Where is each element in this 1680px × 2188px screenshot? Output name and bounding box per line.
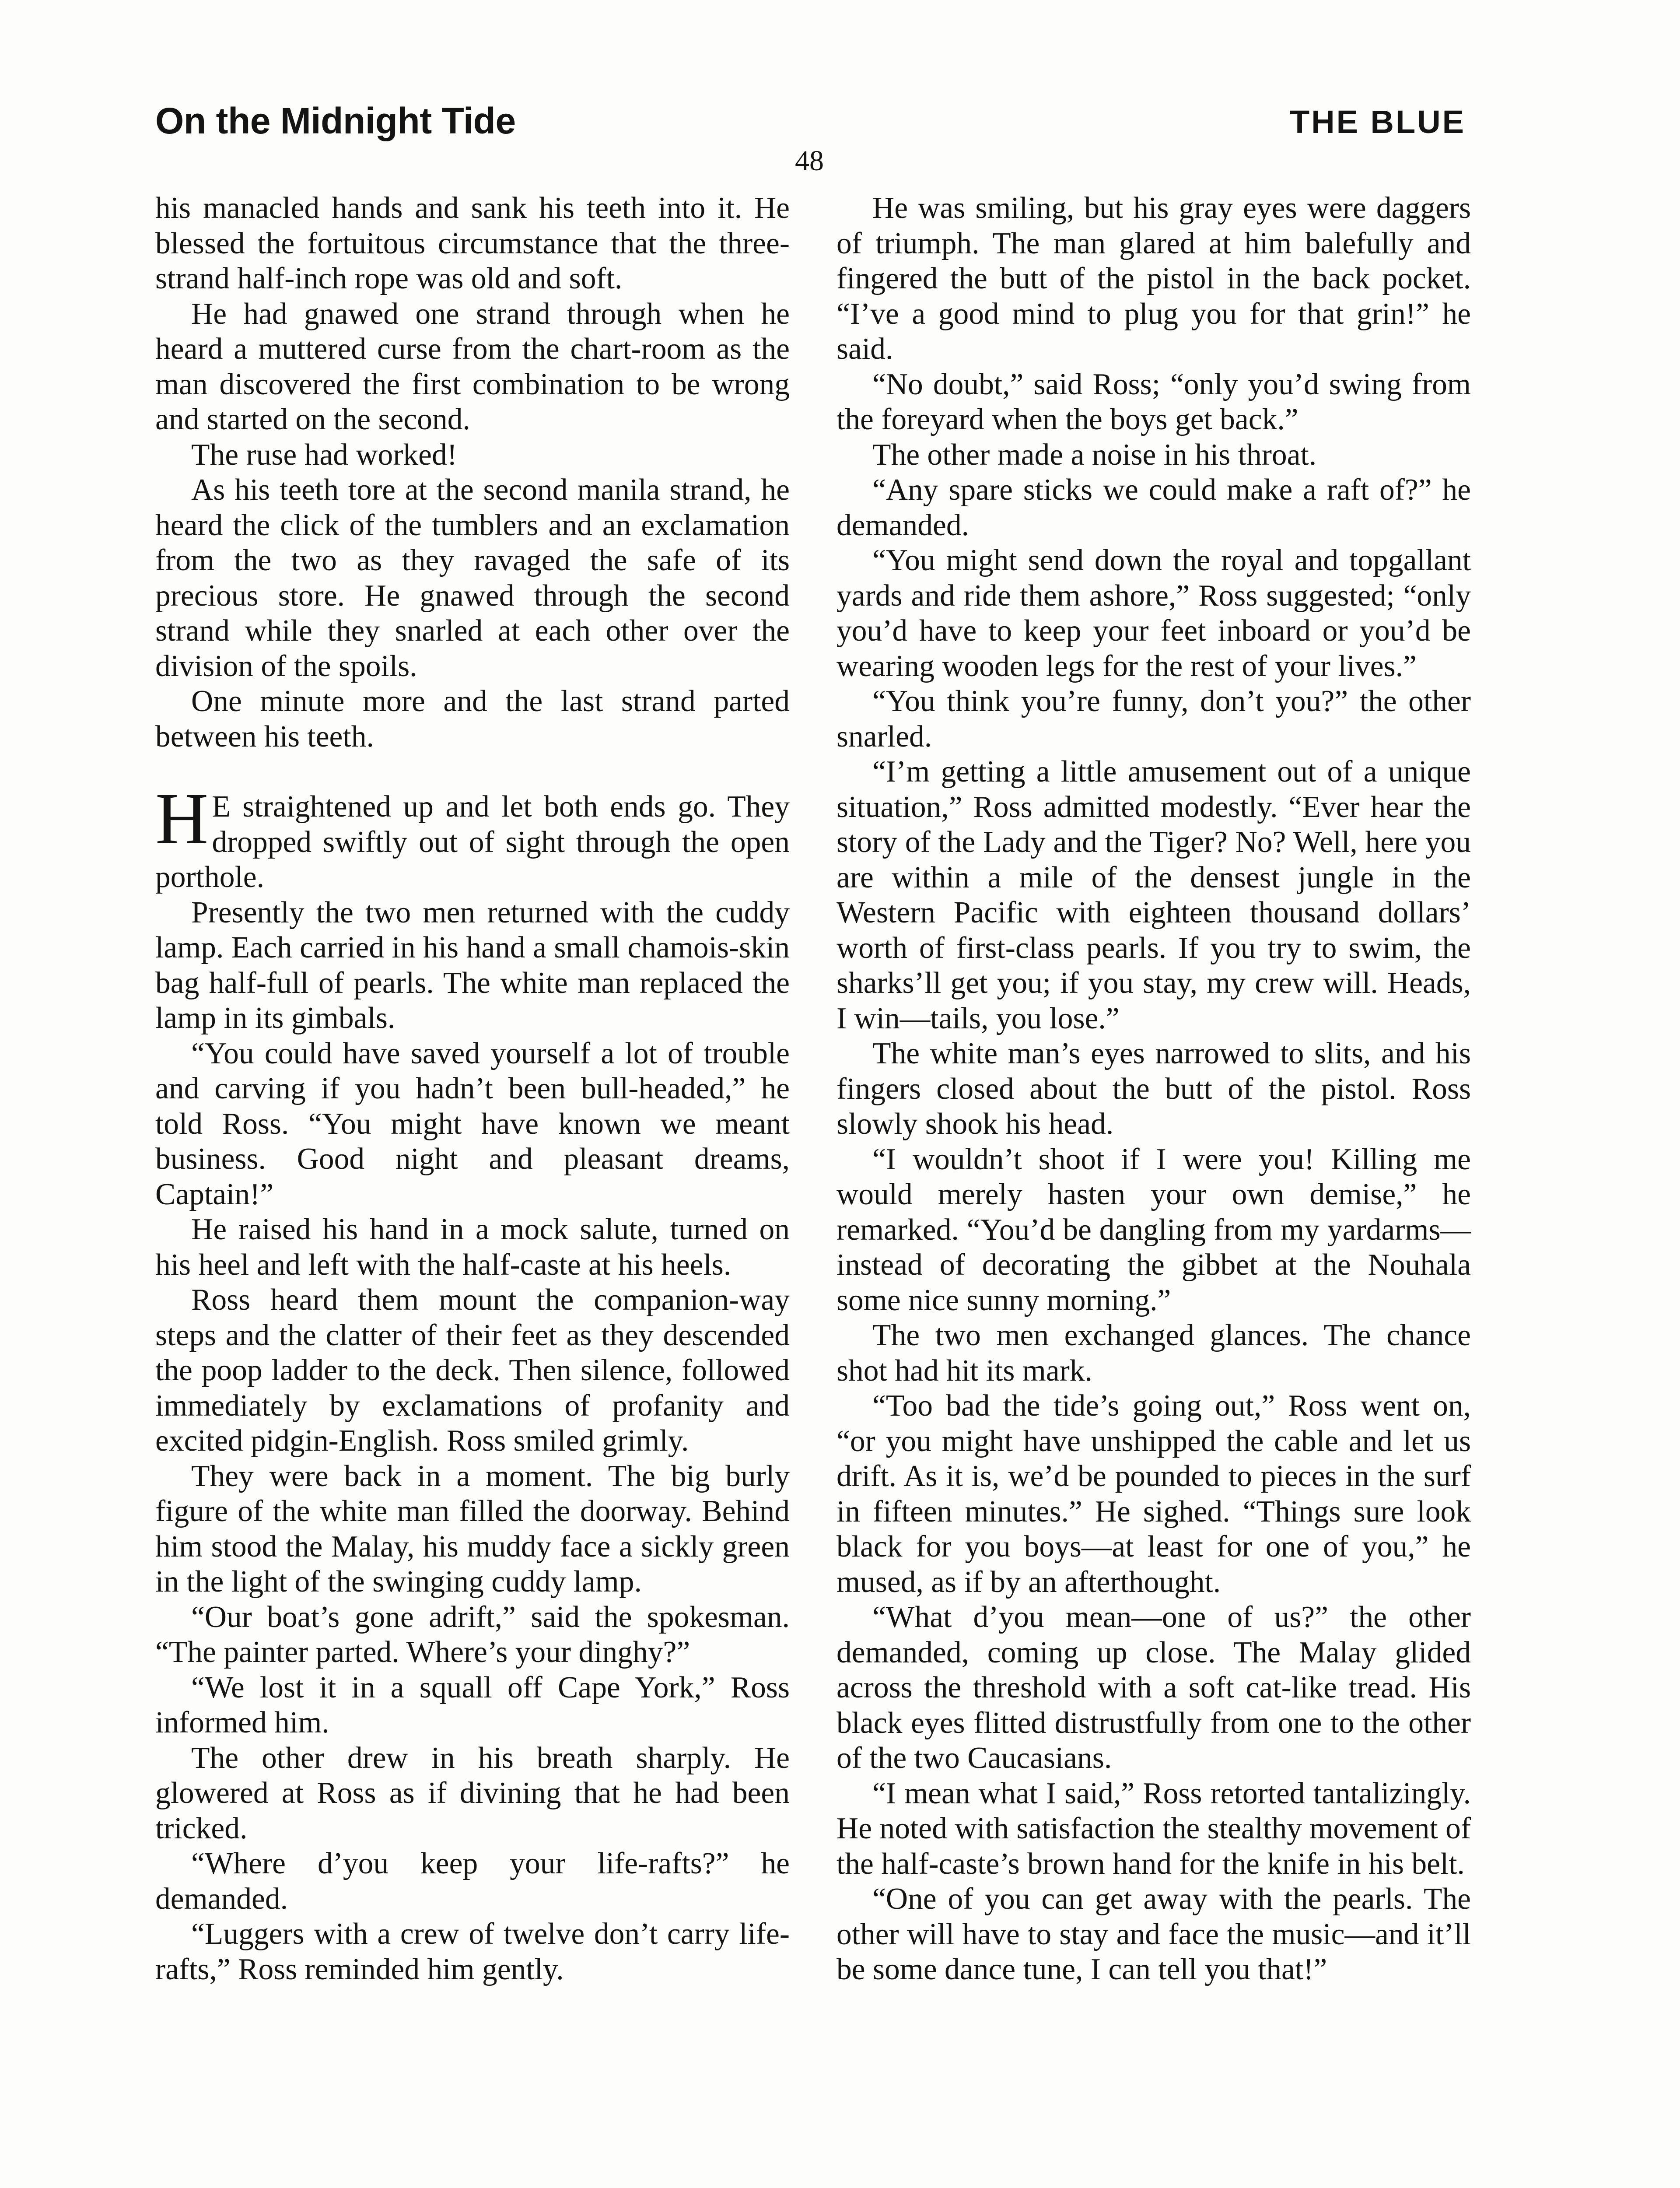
paragraph: “One of you can get away with the pearls. The other will have to stay and face the music—and it’ll be some dance tune, I can tell you that!” [836, 1882, 1471, 1986]
paragraph: He was smiling, but his gray eyes were daggers of triumph. The man glared at him balefully and fingered the butt of the pistol in the back pocket. “I’ve a good mind to plug you for that grin!” he said. [836, 191, 1471, 366]
paragraph: “Where d’you keep your life-rafts?” he demanded. [155, 1847, 790, 1916]
paragraph: “Our boat’s gone adrift,” said the spokesman. “The painter parted. Where’s your dinghy?” [155, 1600, 790, 1669]
paragraph: “What d’you mean—one of us?” the other demanded, coming up close. The Malay glided across the threshold with a soft cat-like tread. His black eyes flitted distrustfully from one to the other of the two Caucasians. [836, 1600, 1471, 1775]
paragraph: “Any spare sticks we could make a raft of?” he demanded. [836, 473, 1471, 542]
paragraph: The other made a noise in his throat. [872, 438, 1317, 472]
paragraph: “Luggers with a crew of twelve don’t carry life-rafts,” Ross reminded him gently. [155, 1917, 790, 1986]
paragraph: his manacled hands and sank his teeth into it. He blessed the fortuitous circumstance that the three-strand half-inch rope was old and soft. [155, 191, 790, 295]
paragraph: One minute more and the last strand parted between his teeth. [155, 684, 790, 754]
section-opening-paragraph [155, 778, 790, 895]
paragraph: He had gnawed one strand through when he heard a muttered curse from the chart-room as the man discovered the first combination to be wrong and started on the second. [155, 297, 790, 436]
left-column [155, 191, 790, 1987]
paragraph: “I wouldn’t shoot if I were you! Killing me would merely hasten your own demise,” he remarked. “You’d be dangling from my yardarms—instead of decorating the gibbet at the Nouhala some nice sunny morning.” [836, 1142, 1471, 1317]
paragraph-text: E straightened up and let both ends go. They dropped swiftly out of sight through the open porthole. [155, 790, 790, 894]
paragraph: The white man’s eyes narrowed to slits, and his fingers closed about the butt of the pistol. Ross slowly shook his head. [836, 1037, 1471, 1141]
paragraph: They were back in a moment. The big burly figure of the white man filled the doorway. Behind him stood the Malay, his muddy face a sickly green in the light of the swinging cuddy lamp. [155, 1459, 790, 1599]
story-title: On the Midnight Tide [155, 100, 516, 141]
paragraph: Presently the two men returned with the cuddy lamp. Each carried in his hand a small chamois-skin bag half-full of pearls. The white man replaced the lamp in its gimbals. [155, 895, 790, 1035]
magazine-name: THE BLUE [1290, 104, 1466, 140]
page-number: 48 [795, 145, 824, 177]
paragraph: “No doubt,” said Ross; “only you’d swing from the foreyard when the boys get back.” [836, 367, 1471, 436]
paragraph: “I mean what I said,” Ross retorted tantalizingly. He noted with satisfaction the stealthy movement of the half-caste’s brown hand for the knife in his belt. [836, 1776, 1471, 1881]
paragraph: “We lost it in a squall off Cape York,” Ross informed him. [155, 1670, 790, 1739]
paragraph: The ruse had worked! [191, 438, 457, 472]
paragraph: The two men exchanged glances. The chance shot had hit its mark. [836, 1318, 1471, 1388]
paragraph: “You think you’re funny, don’t you?” the other snarled. [836, 684, 1471, 754]
paragraph: “I’m getting a little amusement out of a unique situation,” Ross admitted modestly. “Ever hear the story of the Lady and the Tiger? No? Well, here you are within a mile of the densest jungle in the Western Pacific with eighteen thousand dollars’ worth of first-class pearls. If you try to swim, the sharks’ll get you; if you stay, my crew will. Heads, I win—tails, you lose.” [836, 755, 1471, 1035]
drop-cap: H [155, 778, 209, 859]
right-column [836, 191, 1471, 1988]
paragraph: Ross heard them mount the companion-way steps and the clatter of their feet as they descended the poop ladder to the deck. Then silence, followed immediately by exclamations of profanity and excited pidgin-English. Ross smiled grimly. [155, 1283, 790, 1458]
paragraph: As his teeth tore at the second manila strand, he heard the click of the tumblers and an exclamation from the two as they ravaged the safe of its precious store. He gnawed through the second strand while they snarled at each other over the division of the spoils. [155, 473, 790, 683]
paragraph: “You might send down the royal and topgallant yards and ride them ashore,” Ross suggested; “only you’d have to keep your feet inboard or you’d be wearing wooden legs for the rest of your lives.” [836, 543, 1471, 683]
paragraph: The other drew in his breath sharply. He glowered at Ross as if divining that he had been tricked. [155, 1741, 790, 1845]
paragraph: “Too bad the tide’s going out,” Ross went on, “or you might have unshipped the cable and let us drift. As it is, we’d be pounded to pieces in the surf in fifteen minutes.” He sighed. “Things sure look black for you boys—at least for one of you,” he mused, as if by an afterthought. [836, 1389, 1471, 1599]
paragraph: He raised his hand in a mock salute, turned on his heel and left with the half-caste at his heels. [155, 1213, 790, 1282]
paragraph: “You could have saved yourself a lot of trouble and carving if you hadn’t been bull-headed,” he told Ross. “You might have known we meant business. Good night and pleasant dreams, Captain!” [155, 1036, 790, 1211]
